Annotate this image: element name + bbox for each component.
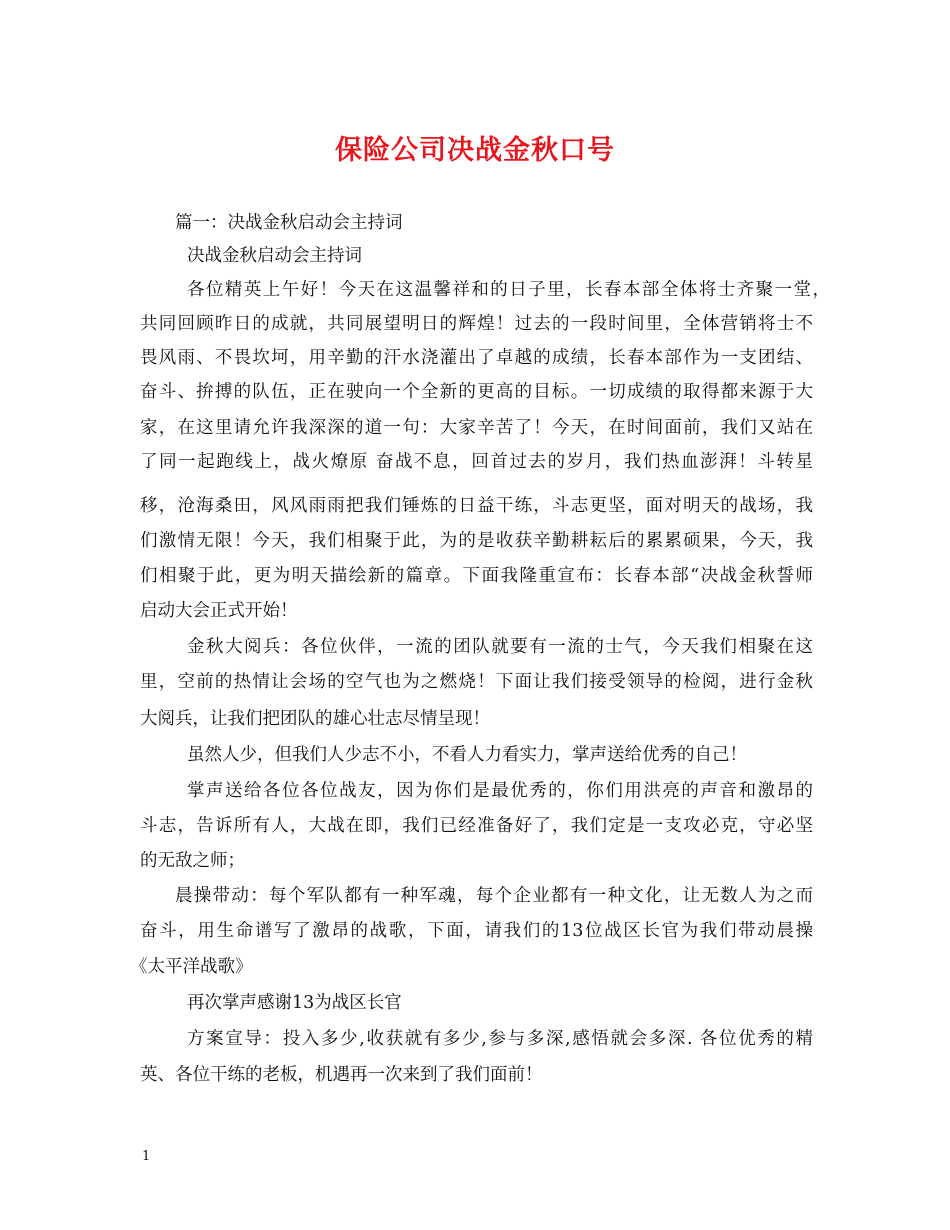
text-line: 《太平洋战歌》 xyxy=(130,957,253,977)
text-line: 掌声送给各位各位战友，因为你们是最优秀的，你们用洪亮的声音和激昂的 xyxy=(187,781,813,801)
text-line: 启动大会正式开始！ xyxy=(140,601,298,621)
text-line: 晨操带动：每个军队都有一种军魂，每个企业都有一种文化，让无数人为之而 xyxy=(175,886,813,906)
text-line: 方案宣导：投入多少,收获就有多少,参与多深,感悟就会多深. 各位优秀的精 xyxy=(187,1029,813,1049)
text-line: 再次掌声感谢13为战区长官 xyxy=(187,993,402,1013)
text-line: 奋斗，用生命谱写了激昂的战歌，下面，请我们的13位战区长官为我们带动晨操 xyxy=(140,921,813,941)
text-line: 斗志，告诉所有人，大战在即，我们已经准备好了，我们定是一支攻必克，守必坚 xyxy=(140,816,813,836)
text-line: 英、各位干练的老板，机遇再一次来到了我们面前！ xyxy=(140,1065,543,1085)
text-line: 畏风雨、不畏坎坷，用辛勤的汗水浇灌出了卓越的成绩，长春本部作为一支团结、 xyxy=(140,348,813,368)
text-line: 们相聚于此，更为明天描绘新的篇章。下面我隆重宣布：长春本部“决战金秋誓师 xyxy=(140,566,813,586)
text-line: 金秋大阅兵：各位伙伴，一流的团队就要有一流的士气，今天我们相聚在这 xyxy=(187,637,813,657)
text-line: 共同回顾昨日的成就，共同展望明日的辉煌！过去的一段时间里，全体营销将士不 xyxy=(140,314,813,334)
page-number: 1 xyxy=(142,1149,151,1164)
text-line: 各位精英上午好！今天在这温馨祥和的日子里，长春本部全体将士齐聚一堂， xyxy=(187,280,830,300)
document-title: 保险公司决战金秋口号 xyxy=(335,135,615,166)
sub-heading: 决战金秋启动会主持词 xyxy=(187,246,362,266)
text-line: 奋斗、拚搏的队伍，正在驶向一个全新的更高的目标。一切成绩的取得都来源于大 xyxy=(140,382,813,402)
text-line: 大阅兵，让我们把团队的雄心壮志尽情呈现！ xyxy=(140,709,490,729)
section-heading: 篇一：决战金秋启动会主持词 xyxy=(175,213,403,233)
text-line: 虽然人少，但我们人少志不小，不看人力看实力，掌声送给优秀的自己！ xyxy=(187,745,747,765)
text-line: 移，沧海桑田，风风雨雨把我们锤炼的日益干练，斗志更坚，面对明天的战场，我 xyxy=(140,496,813,516)
text-line: 了同一起跑线上，战火燎原 奋战不息，回首过去的岁月，我们热血澎湃！斗转星 xyxy=(140,452,813,472)
text-line: 里，空前的热情让会场的空气也为之燃烧！下面让我们接受领导的检阅，进行金秋 xyxy=(140,672,813,692)
text-line: 家，在这里请允许我深深的道一句：大家辛苦了！今天，在时间面前，我们又站在 xyxy=(140,418,813,438)
text-line: 们激情无限！今天，我们相聚于此，为的是收获辛勤耕耘后的累累硕果，今天，我 xyxy=(140,531,813,551)
text-line: 的无敌之师； xyxy=(140,851,245,871)
